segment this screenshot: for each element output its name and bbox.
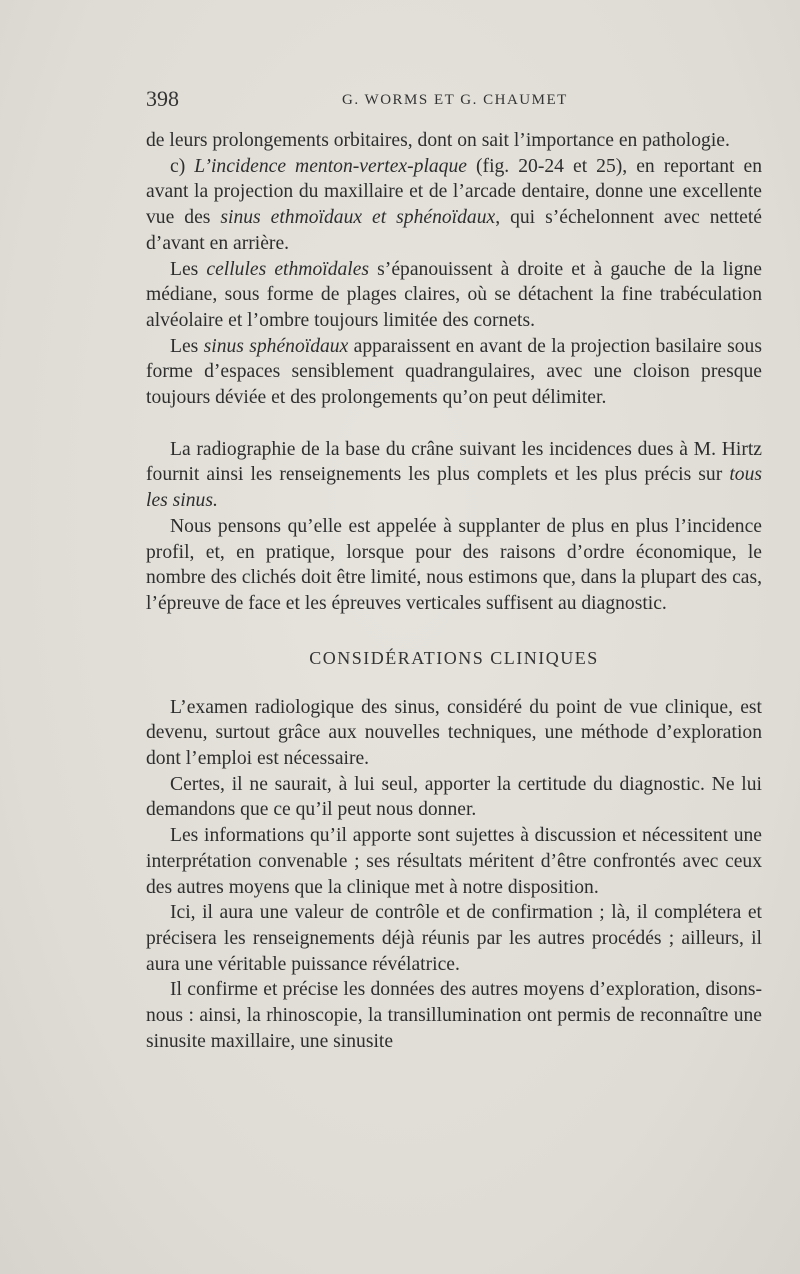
- paragraph: Il confirme et précise les données des autres moyens d’exploration, disons-nous : ainsi, la rhinoscopie, la transillumination ont permis de reconnaître une sinusite maxillaire, une sinusite: [146, 979, 762, 1052]
- italic-term: tous les sinus.: [146, 464, 762, 512]
- paragraph: [146, 334, 762, 411]
- paragraph: Certes, il ne saurait, à lui seul, apporter la certitude du diagnostic. Ne lui demandons que ce qu’il peut nous donner.: [146, 773, 762, 821]
- paragraph: Nous pensons qu’elle est appelée à supplanter de plus en plus l’incidence profil, et, en pratique, lorsque pour des raisons d’ordre économique, le nombre des clichés doit être limité, nous estimons que, dans la plupart des cas, l’épreuve de face et les épreuves verticales suffisent au diagnostic.: [146, 515, 762, 614]
- italic-term: sinus ethmoïdaux et sphénoïdaux: [220, 207, 496, 229]
- paragraph-text: de leurs prolongements orbitaires, dont on sait l’importance en pathologie.: [146, 130, 730, 151]
- running-head: G. WORMS ET G. CHAUMET: [342, 92, 568, 108]
- paragraph-text: apparaissent en avant de la projection basilaire sous forme d’espaces sensiblement quadrangulaires, avec une cloison presque toujours déviée et des prolongements qu’on peut délimiter.: [146, 335, 762, 409]
- paragraph-text: Les: [170, 258, 207, 280]
- paragraph-text: La radiographie de la base du crâne suivant les incidences dues à M. Hirtz fournit ainsi les renseignements les plus complets et les plus précis sur: [146, 438, 762, 486]
- paragraph-text: (fig. 20-24 et 25), en reportant en avant la projection du maxillaire et de l’arcade dentaire, donne une excellente vue des: [146, 155, 763, 229]
- paragraph-gap: [146, 411, 762, 437]
- paragraph: Ici, il aura une valeur de contrôle et de confirmation ; là, il complétera et précisera les renseignements déjà réunis par les autres procédés ; ailleurs, il aura une véritable puissance révélatrice.: [146, 902, 762, 975]
- paragraph: L’examen radiologique des sinus, considéré du point de vue clinique, est devenu, surtout grâce aux nouvelles techniques, une méthode d’exploration dont l’emploi est nécessaire.: [146, 696, 762, 770]
- paragraph: Les informations qu’il apporte sont sujettes à discussion et nécessitent une interprétation convenable ; ses résultats méritent d’être confrontés avec ceux des autres moyens que la clinique met à notre disposition.: [146, 825, 762, 898]
- italic-term: sinus sphénoïdaux: [203, 335, 349, 357]
- paragraph-text: Les: [170, 335, 204, 357]
- paragraph: [146, 128, 762, 154]
- page-number: 398: [146, 86, 179, 111]
- body-text: [146, 128, 762, 1055]
- paragraph-text: s’épanouissent à droite et à gauche de la ligne médiane, sous forme de plages claires, où se détachent la fine trabéculation alvéolaire et l’ombre toujours limitée des cornets.: [146, 258, 762, 331]
- paragraph-text: c): [170, 155, 195, 177]
- paragraph: [146, 257, 762, 334]
- italic-term: cellules ethmoïdales: [206, 258, 370, 280]
- paragraph: [146, 154, 762, 257]
- paragraph: [146, 437, 762, 514]
- italic-term: L’incidence menton-vertex-plaque: [194, 155, 467, 177]
- page-header: [146, 86, 760, 114]
- section-title: CONSIDÉRATIONS CLINIQUES: [309, 647, 599, 668]
- paragraph-text: , qui s’échelonnent avec netteté d’avant en arrière.: [146, 207, 762, 254]
